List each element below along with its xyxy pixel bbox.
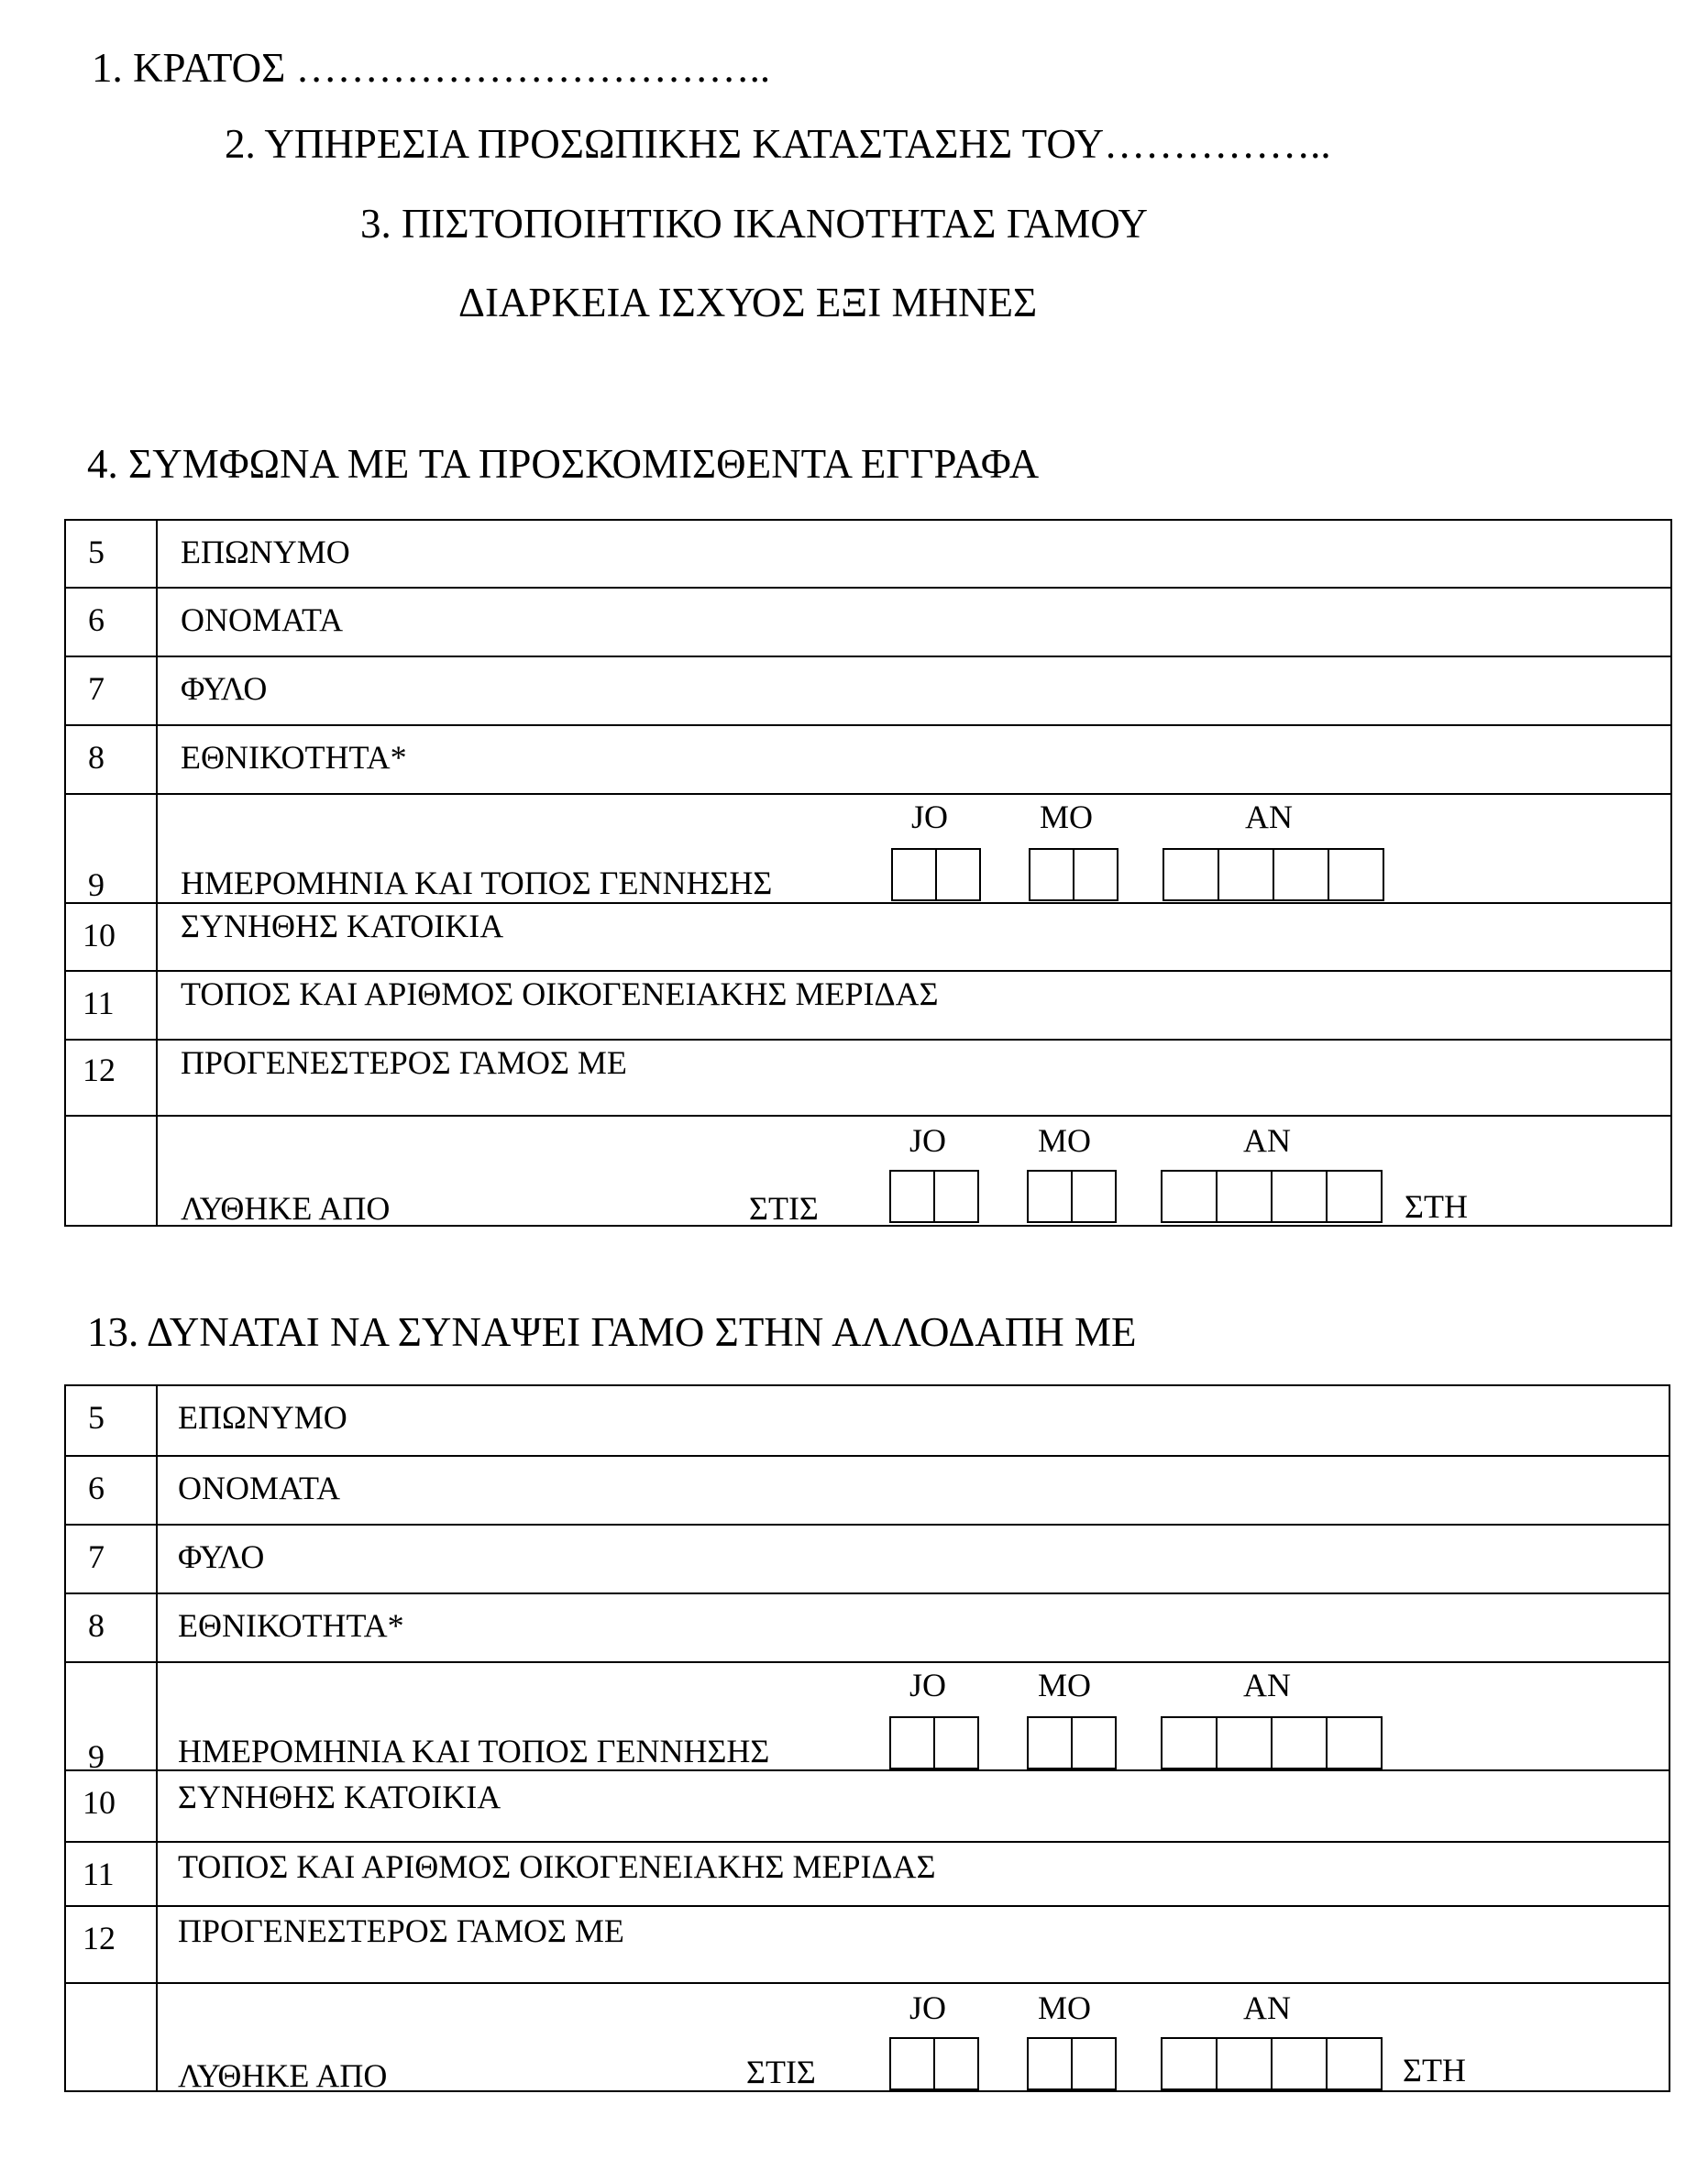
validity-note: ΔΙΑΡΚΕΙΑ ΙΣΧΥΟΣ ΕΞΙ ΜΗΝΕΣ xyxy=(458,280,1038,325)
field-dissolved-by-label: ΛΥΘΗΚΕ ΑΠΟ xyxy=(178,2057,388,2094)
row-number: 9 xyxy=(88,1738,105,1775)
table-row xyxy=(66,1386,1669,1455)
row-number-cell xyxy=(66,904,158,970)
row-number: 7 xyxy=(88,670,105,707)
row-number: 11 xyxy=(83,985,115,1021)
table-row xyxy=(66,1524,1669,1592)
row-number-cell xyxy=(66,726,158,793)
table-row xyxy=(66,970,1670,1039)
row-number: 5 xyxy=(88,534,105,570)
row-number: 6 xyxy=(88,1470,105,1506)
table-row xyxy=(66,793,1670,902)
year-caption: ΑΝ xyxy=(1243,1122,1291,1159)
row-number-cell xyxy=(66,1771,158,1841)
year-caption: ΑΝ xyxy=(1243,1667,1291,1703)
at-place-label: ΣΤΗ xyxy=(1405,1188,1468,1225)
day-caption: JO xyxy=(909,1667,947,1703)
month-caption: ΜΟ xyxy=(1038,1122,1092,1159)
field-dissolved-by-label: ΛΥΘΗΚΕ ΑΠΟ xyxy=(181,1190,391,1227)
dissolution-month-boxes[interactable] xyxy=(1027,1170,1117,1223)
row-number-cell xyxy=(66,1663,158,1775)
birth-day-boxes[interactable] xyxy=(891,848,981,901)
field-sex-label: ΦΥΛΟ xyxy=(178,1538,265,1575)
field-nationality-label: ΕΘΝΙΚΟΤΗΤΑ* xyxy=(181,739,407,776)
table-row xyxy=(66,902,1670,970)
field-nationality-label: ΕΘΝΙΚΟΤΗΤΑ* xyxy=(178,1607,404,1644)
row-number-cell xyxy=(66,1386,158,1455)
document-title: 3. ΠΙΣΤΟΠΟΙΗΤΙΚΟ ΙΚΑΝΟΤΗΤΑΣ ΓΑΜΟΥ xyxy=(360,201,1149,247)
field-family-register-label: ΤΟΠΟΣ ΚΑΙ ΑΡΙΘΜΟΣ ΟΙΚΟΓΕΝΕΙΑΚΗΣ ΜΕΡΙΔΑΣ xyxy=(181,975,939,1012)
year-caption: ΑΝ xyxy=(1243,1989,1291,2026)
field-birth-label: ΗΜΕΡΟΜΗΝΙΑ ΚΑΙ ΤΟΠΟΣ ΓΕΝΝΗΣΗΣ xyxy=(181,865,773,901)
dissolution-year-boxes[interactable] xyxy=(1161,2037,1383,2090)
birth-year-boxes[interactable] xyxy=(1161,1716,1383,1769)
birth-month-boxes[interactable] xyxy=(1027,1716,1117,1769)
field-previous-marriage-label: ΠΡΟΓΕΝΕΣΤΕΡΟΣ ΓΑΜΟΣ ΜΕ xyxy=(181,1044,627,1081)
day-caption: JO xyxy=(909,1989,947,2026)
table-row xyxy=(66,724,1670,793)
year-caption: ΑΝ xyxy=(1245,799,1293,835)
row-number-cell xyxy=(66,1907,158,1982)
table-row xyxy=(66,1769,1669,1841)
row-number: 8 xyxy=(88,739,105,776)
row-number: 5 xyxy=(88,1399,105,1436)
row-number: 10 xyxy=(83,917,116,953)
dissolution-year-boxes[interactable] xyxy=(1161,1170,1383,1223)
row-number-cell xyxy=(66,1594,158,1661)
table-row xyxy=(66,1661,1669,1775)
row-number-cell xyxy=(66,521,158,587)
field-residence-label: ΣΥΝΗΘΗΣ ΚΑΤΟΙΚΙΑ xyxy=(178,1779,501,1815)
table-row xyxy=(66,1039,1670,1115)
row-number-cell xyxy=(66,1041,158,1115)
field-previous-marriage-label: ΠΡΟΓΕΝΕΣΤΕΡΟΣ ΓΑΜΟΣ ΜΕ xyxy=(178,1912,624,1949)
birth-month-boxes[interactable] xyxy=(1029,848,1118,901)
on-date-label: ΣΤΙΣ xyxy=(749,1190,819,1227)
row-number: 12 xyxy=(83,1920,116,1956)
row-number: 11 xyxy=(83,1856,115,1892)
row-number-cell xyxy=(66,1117,158,1225)
field-family-register-label: ΤΟΠΟΣ ΚΑΙ ΑΡΙΘΜΟΣ ΟΙΚΟΓΕΝΕΙΑΚΗΣ ΜΕΡΙΔΑΣ xyxy=(178,1848,936,1885)
birth-day-boxes[interactable] xyxy=(889,1716,979,1769)
table-row xyxy=(66,1982,1669,2094)
on-date-label: ΣΤΙΣ xyxy=(746,2054,816,2090)
section1-table xyxy=(64,519,1672,1227)
table-row xyxy=(66,1905,1669,1982)
section2-title: 13. ΔΥΝΑΤΑΙ ΝΑ ΣΥΝΑΨΕΙ ΓΑΜΟ ΣΤΗΝ ΑΛΛΟΔΑΠΗ ΜΕ xyxy=(87,1309,1137,1355)
row-number: 9 xyxy=(88,866,105,903)
month-caption: ΜΟ xyxy=(1038,1989,1092,2026)
table-row xyxy=(66,587,1670,656)
row-number: 7 xyxy=(88,1538,105,1575)
day-caption: JO xyxy=(911,799,949,835)
row-number-cell xyxy=(66,972,158,1039)
field-sex-label: ΦΥΛΟ xyxy=(181,670,268,707)
row-number-cell xyxy=(66,1526,158,1592)
section2-table xyxy=(64,1384,1670,2092)
field-birth-label: ΗΜΕΡΟΜΗΝΙΑ ΚΑΙ ΤΟΠΟΣ ΓΕΝΝΗΣΗΣ xyxy=(178,1733,770,1769)
table-row xyxy=(66,656,1670,724)
row-number: 10 xyxy=(83,1784,116,1821)
row-number: 8 xyxy=(88,1607,105,1644)
header-service: 2. ΥΠΗΡΕΣΙΑ ΠΡΟΣΩΠΙΚΗΣ ΚΑΤΑΣΤΑΣΗΣ ΤΟΥ…………….. xyxy=(225,121,1331,167)
field-names-label: ΟΝΟΜΑΤΑ xyxy=(181,601,344,638)
table-row xyxy=(66,1455,1669,1524)
row-number-cell xyxy=(66,1984,158,2090)
dissolution-day-boxes[interactable] xyxy=(889,1170,979,1223)
day-caption: JO xyxy=(909,1122,947,1159)
field-surname-label: ΕΠΩΝΥΜΟ xyxy=(181,534,350,570)
field-surname-label: ΕΠΩΝΥΜΟ xyxy=(178,1399,347,1436)
dissolution-day-boxes[interactable] xyxy=(889,2037,979,2090)
birth-year-boxes[interactable] xyxy=(1163,848,1384,901)
row-number-cell xyxy=(66,1457,158,1524)
table-row xyxy=(66,1115,1670,1225)
row-number: 12 xyxy=(83,1052,116,1088)
month-caption: ΜΟ xyxy=(1038,1667,1092,1703)
field-residence-label: ΣΥΝΗΘΗΣ ΚΑΤΟΙΚΙΑ xyxy=(181,908,504,944)
table-row xyxy=(66,1592,1669,1661)
at-place-label: ΣΤΗ xyxy=(1403,2052,1466,2088)
header-country: 1. ΚΡΑΤΟΣ …………………………….. xyxy=(92,45,771,91)
field-names-label: ΟΝΟΜΑΤΑ xyxy=(178,1470,341,1506)
table-row xyxy=(66,1841,1669,1905)
row-number-cell xyxy=(66,657,158,724)
table-row xyxy=(66,521,1670,587)
row-number-cell xyxy=(66,1843,158,1905)
month-caption: ΜΟ xyxy=(1040,799,1094,835)
row-number-cell xyxy=(66,795,158,902)
row-number: 6 xyxy=(88,601,105,638)
row-number-cell xyxy=(66,589,158,656)
dissolution-month-boxes[interactable] xyxy=(1027,2037,1117,2090)
section1-title: 4. ΣΥΜΦΩΝΑ ΜΕ ΤΑ ΠΡΟΣΚΟΜΙΣΘΕΝΤΑ ΕΓΓΡΑΦΑ xyxy=(87,441,1040,487)
